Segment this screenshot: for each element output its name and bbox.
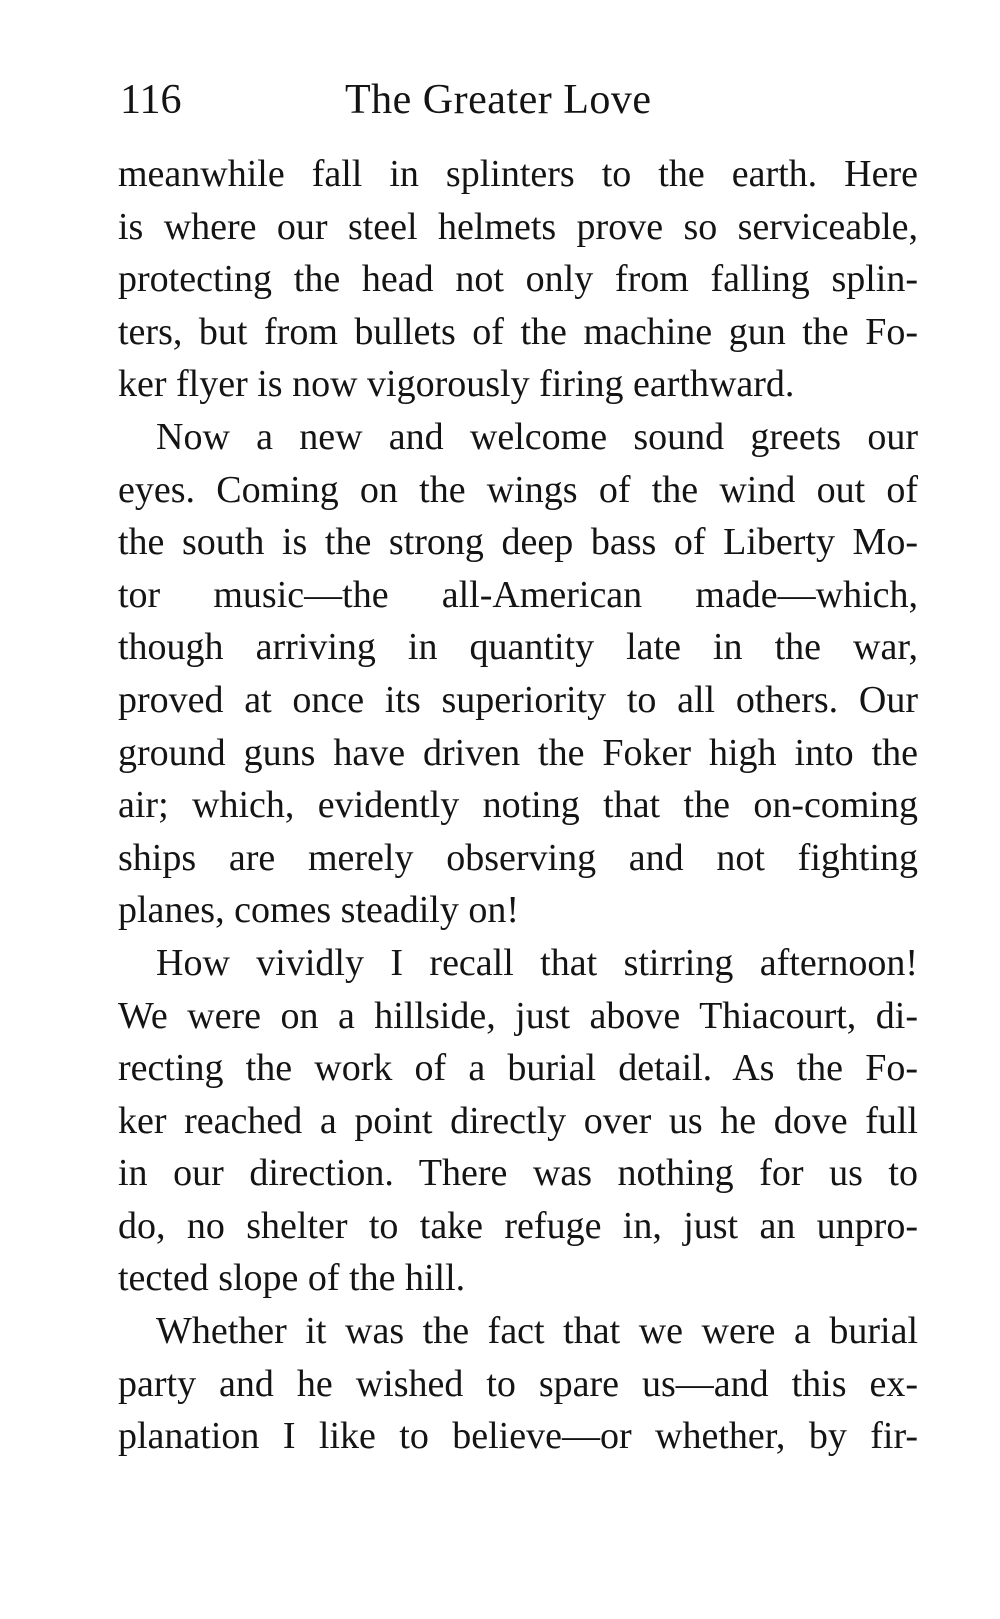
text-line: do, no shelter to take refuge in, just an unpro- bbox=[118, 1204, 918, 1247]
text-line: Now a new and welcome sound greets our bbox=[156, 415, 918, 458]
text-line: ker reached a point directly over us he dove full bbox=[118, 1099, 918, 1142]
text-line: meanwhile fall in splinters to the earth. Here bbox=[118, 153, 918, 195]
text-line: Whether it was the fact that we were a burial bbox=[156, 1310, 918, 1353]
running-head bbox=[120, 70, 940, 130]
text-line: ters, but from bullets of the machine gun the Fo- bbox=[118, 310, 918, 353]
text-line: planation I like to believe—or whether, by fir- bbox=[118, 1415, 918, 1458]
text-line: ker flyer is now vigorously firing earthward. bbox=[118, 363, 795, 406]
body-text bbox=[118, 148, 918, 1463]
text-line: the south is the strong deep bass of Liberty Mo- bbox=[118, 521, 918, 564]
running-title: The Greater Love bbox=[345, 77, 652, 123]
text-line: though arriving in quantity late in the war, bbox=[118, 626, 918, 669]
text-line: air; which, evidently noting that the on-coming bbox=[118, 784, 918, 827]
text-line: eyes. Coming on the wings of the wind out of bbox=[118, 468, 918, 511]
text-line: ground guns have driven the Foker high into the bbox=[118, 731, 918, 774]
text-line: planes, comes steadily on! bbox=[118, 889, 520, 932]
text-line: We were on a hillside, just above Thiacourt, di- bbox=[118, 994, 918, 1037]
text-line: proved at once its superiority to all others. Our bbox=[118, 678, 918, 721]
text-line: protecting the head not only from falling splin- bbox=[118, 258, 918, 301]
text-line: in our direction. There was nothing for us to bbox=[118, 1152, 918, 1195]
text-line: recting the work of a burial detail. As the Fo- bbox=[118, 1047, 918, 1090]
text-line: tor music—the all-American made—which, bbox=[118, 573, 918, 616]
text-line: is where our steel helmets prove so serviceable, bbox=[118, 205, 918, 248]
text-line: party and he wished to spare us—and this ex- bbox=[118, 1362, 918, 1405]
text-line: ships are merely observing and not fighting bbox=[118, 836, 918, 879]
text-line: How vividly I recall that stirring afternoon! bbox=[156, 941, 918, 984]
text-line: tected slope of the hill. bbox=[118, 1257, 466, 1300]
page-number: 116 bbox=[120, 77, 182, 123]
